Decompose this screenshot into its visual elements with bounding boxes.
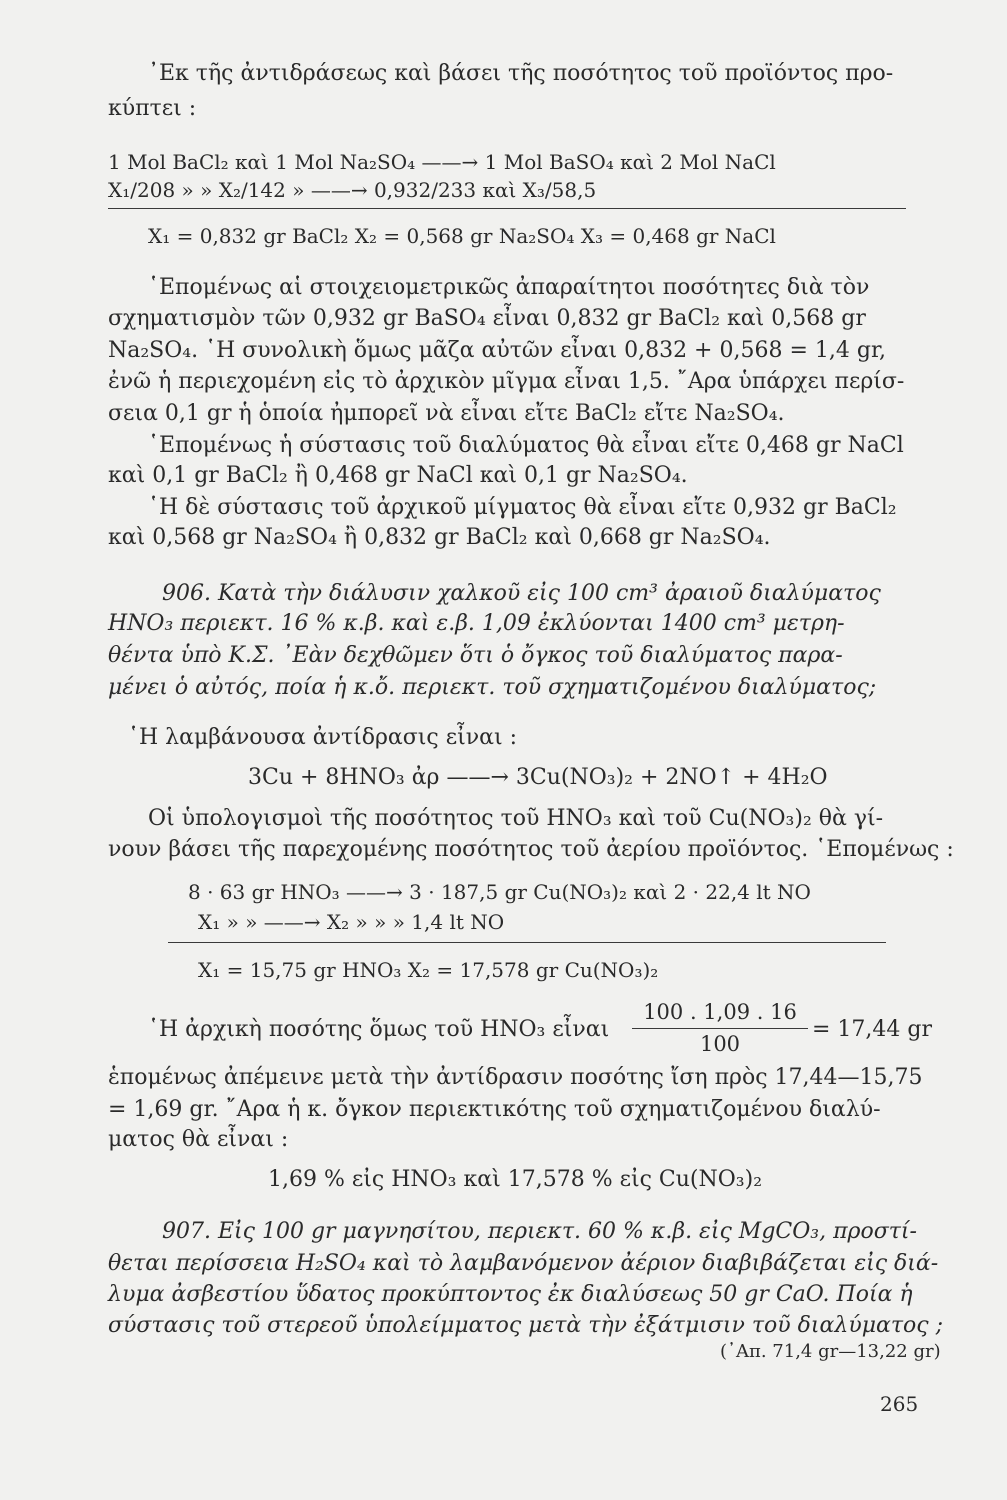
para-line: ῾Επομένως αἱ στοιχειομετρικῶς ἀπαραίτητοι ποσότητες διὰ τὸν (148, 275, 870, 300)
divider-rule (108, 208, 906, 209)
para-line: Na₂SO₄. ῾Η συνολικὴ ὅμως μᾶζα αὐτῶν εἶναι 0,832 + 0,568 = 1,4 gr, (108, 338, 887, 363)
para-line: ῾Η δὲ σύστασις τοῦ ἀρχικοῦ μίγματος θὰ εἶναι εἴτε 0,932 gr BaCl₂ (148, 495, 897, 520)
para-line: ματος θὰ εἶναι : (108, 1127, 289, 1152)
reaction-line-1: 1 Mol BaCl₂ καὶ 1 Mol Na₂SO₄ ——→ 1 Mol BaSO₄ καὶ 2 Mol NaCl (108, 150, 776, 174)
calc-result: X₁ = 15,75 gr HNO₃ X₂ = 17,578 gr Cu(NO₃)₂ (198, 958, 659, 982)
problem-906-line: HNO₃ περιεκτ. 16 % κ.β. καὶ ε.β. 1,09 ἐκλύονται 1400 cm³ μετρη- (108, 611, 845, 636)
fraction-bar (632, 1028, 808, 1029)
para-line: σεια 0,1 gr ἡ ὁποία ἠμπορεῖ νὰ εἶναι εἴτε BaCl₂ εἴτε Na₂SO₄. (108, 401, 785, 426)
divider-rule (168, 942, 886, 943)
para-line: = 1,69 gr. ῎Αρα ἡ κ. ὄγκον περιεκτικότης τοῦ σχηματιζομένου διαλύ- (108, 1097, 881, 1122)
problem-907-answer: (᾿Απ. 71,4 gr—13,22 gr) (720, 1341, 941, 1362)
page-number: 265 (880, 1392, 919, 1416)
initial-hno3-text: ῾Η ἀρχικὴ ποσότης ὅμως τοῦ HNO₃ εἶναι (148, 1017, 610, 1042)
intro-line-1: ᾿Εκ τῆς ἀντιδράσεως καὶ βάσει τῆς ποσότητος τοῦ προϊόντος προ- (148, 61, 894, 86)
fraction-numerator: 100 . 1,09 . 16 (643, 1000, 797, 1024)
problem-907-line: σύστασις τοῦ στερεοῦ ὑπολείμματος μετὰ τὴν ἐξάτμισιν τοῦ διαλύματος ; (108, 1313, 944, 1338)
intro-line-2: κύπτει : (108, 96, 197, 121)
final-composition: 1,69 % εἰς HNO₃ καὶ 17,578 % εἰς Cu(NO₃)₂ (268, 1167, 763, 1192)
para-line: καὶ 0,568 gr Na₂SO₄ ἢ 0,832 gr BaCl₂ καὶ 0,668 gr Na₂SO₄. (108, 525, 771, 550)
para-line: ἐνῶ ἡ περιεχομένη εἰς τὸ ἀρχικὸν μῖγμα εἶναι 1,5. ῎Αρα ὑπάρχει περίσ- (108, 369, 905, 394)
reaction-line-2: X₁/208 » » X₂/142 » ——→ 0,932/233 καὶ X₃/58,5 (108, 178, 597, 202)
result-line: X₁ = 0,832 gr BaCl₂ X₂ = 0,568 gr Na₂SO₄ X₃ = 0,468 gr NaCl (148, 224, 776, 248)
para-line: καὶ 0,1 gr BaCl₂ ἢ 0,468 gr NaCl καὶ 0,1 gr Na₂SO₄. (108, 463, 688, 488)
fraction-denominator: 100 (699, 1032, 741, 1056)
reaction-equation: 3Cu + 8HNO₃ ἀρ ——→ 3Cu(NO₃)₂ + 2NO↑ + 4H₂O (248, 765, 828, 790)
problem-906-line: μένει ὁ αὐτός, ποία ἡ κ.ὄ. περιεκτ. τοῦ σχηματιζομένου διαλύματος; (108, 675, 877, 700)
para-line: ῾Επομένως ἡ σύστασις τοῦ διαλύματος θὰ εἶναι εἴτε 0,468 gr NaCl (148, 433, 904, 458)
para-line: Οἱ ὑπολογισμοὶ τῆς ποσότητος τοῦ HNO₃ καὶ τοῦ Cu(NO₃)₂ θὰ γί- (148, 806, 884, 831)
para-line: νουν βάσει τῆς παρεχομένης ποσότητος τοῦ ἀερίου προϊόντος. ῾Επομένως : (108, 837, 954, 862)
problem-906-line: θέντα ὑπὸ Κ.Σ. ᾿Εὰν δεχθῶμεν ὅτι ὁ ὄγκος τοῦ διαλύματος παρα- (108, 643, 843, 668)
fraction-result: = 17,44 gr (812, 1017, 933, 1042)
problem-907-line: λυμα ἀσβεστίου ὕδατος προκύπτοντος ἐκ διαλύσεως 50 gr CaO. Ποία ἡ (108, 1282, 913, 1307)
calc-line-1: 8 · 63 gr HNO₃ ——→ 3 · 187,5 gr Cu(NO₃)₂ καὶ 2 · 22,4 lt NO (188, 880, 811, 904)
para-line: ἑπομένως ἀπέμεινε μετὰ τὴν ἀντίδρασιν ποσότης ἴση πρὸς 17,44—15,75 (108, 1065, 923, 1090)
problem-906-line: 906. Κατὰ τὴν διάλυσιν χαλκοῦ εἰς 100 cm³ ἀραιοῦ διαλύματος (162, 581, 881, 606)
problem-907-line: 907. Εἰς 100 gr μαγνησίτου, περιεκτ. 60 % κ.β. εἰς MgCO₃, προστί- (162, 1219, 917, 1244)
problem-907-line: θεται περίσσεια H₂SO₄ καὶ τὸ λαμβανόμενον ἀέριον διαβιβάζεται εἰς διά- (108, 1251, 939, 1276)
answer-intro: ῾Η λαμβάνουσα ἀντίδρασις εἶναι : (128, 725, 518, 750)
calc-line-2: X₁ » » ——→ X₂ » » » 1,4 lt NO (198, 910, 505, 934)
para-line: σχηματισμὸν τῶν 0,932 gr BaSO₄ εἶναι 0,832 gr BaCl₂ καὶ 0,568 gr (108, 306, 866, 331)
